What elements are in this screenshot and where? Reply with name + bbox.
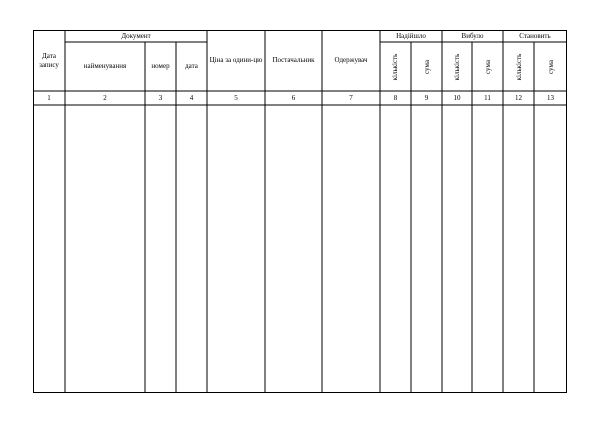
- column-number-9: 9: [424, 93, 429, 102]
- column-number-4: 4: [189, 93, 194, 102]
- column-number-12: 12: [515, 93, 522, 102]
- header-document-group: Документ: [121, 31, 151, 40]
- column-number-2: 2: [103, 93, 107, 102]
- header-document-name: найменування: [83, 62, 127, 71]
- column-number-3: 3: [158, 93, 163, 102]
- column-number-13: 13: [547, 93, 554, 102]
- header-recipient: Одержувач: [334, 56, 368, 65]
- header-entry-date: Дата запису: [39, 52, 59, 69]
- header-issued-group: Вибуло: [461, 31, 484, 40]
- header-supplier: Постачальник: [272, 56, 315, 65]
- ledger-form: Дата запису Документ найменування номер дата Ціна за одини-цю Постачальник Одержувач Надійшло Вибуло Становить кількість сума кількість сума кількість сума 1 2 3 4 5 6 7 8 9 10 11 12 13: [33, 30, 567, 393]
- header-balance-group: Становить: [519, 31, 551, 40]
- column-number-5: 5: [234, 93, 238, 102]
- column-number-6: 6: [291, 93, 296, 102]
- header-document-date: дата: [185, 62, 198, 71]
- column-number-10: 10: [453, 93, 461, 102]
- header-document-number: номер: [151, 62, 170, 71]
- column-number-7: 7: [349, 93, 353, 102]
- column-number-11: 11: [484, 93, 491, 102]
- header-unit-price: Ціна за одини-цю: [209, 56, 263, 65]
- column-number-8: 8: [393, 93, 398, 102]
- column-number-1: 1: [47, 93, 51, 102]
- header-received-group: Надійшло: [396, 31, 426, 40]
